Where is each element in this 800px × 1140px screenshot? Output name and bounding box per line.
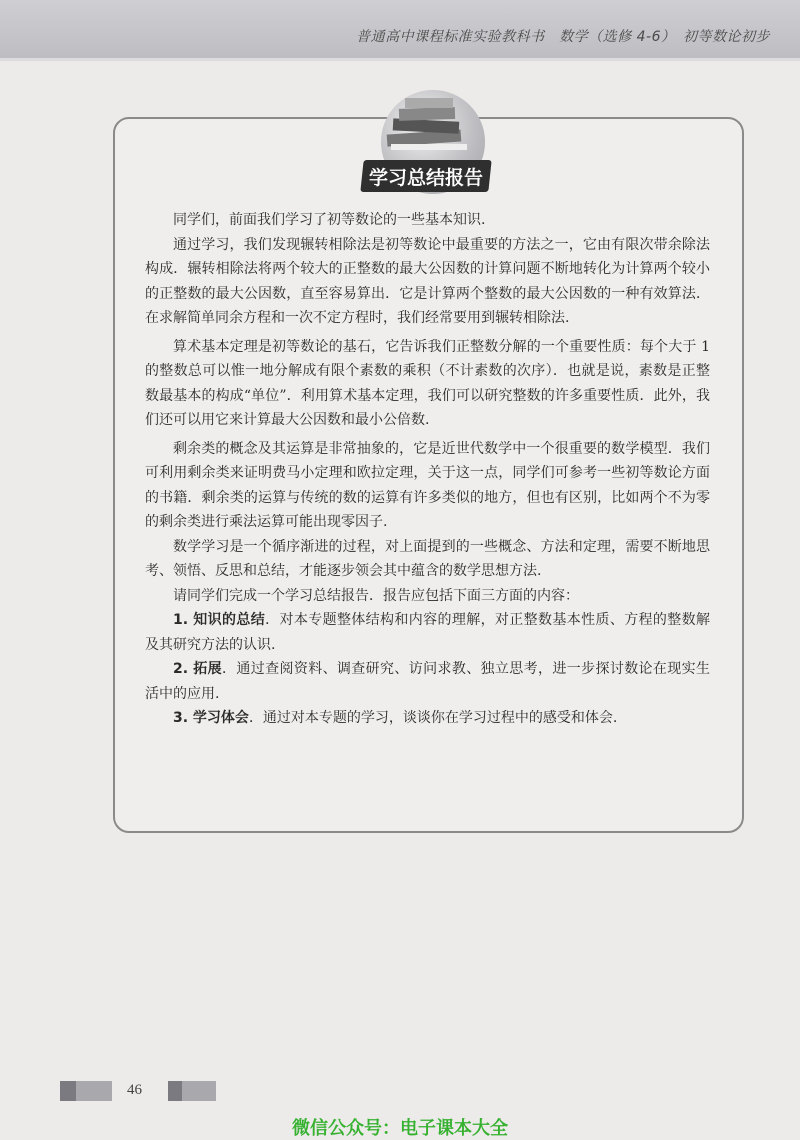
paragraph-euclid: 通过学习，我们发现辗转相除法是初等数论中最重要的方法之一，它由有限次带余除法构成．辗转相除法将两个较大的正整数的最大公因数的计算问题不断地转化为计算两个较小的正整数的最大公因数，直至容易算出．它是计算两个整数的最大公因数的一种有效算法．在求解简单同余方程和一次不定方程时，我们经常要用到辗转相除法. xyxy=(145,236,710,326)
report-content xyxy=(145,208,710,731)
paragraph-fundamental-theorem: 算术基本定理是初等数论的基石，它告诉我们正整数分解的一个重要性质：每个大于 1 的整数总可以惟一地分解成有限个素数的乘积（不计素数的次序）．也就是说，素数是正整数最基本的构成“单位”．利用算术基本定理，我们可以研究整数的许多重要性质．此外，我们还可以用它来计算最大公因数和最小公倍数. xyxy=(145,338,710,428)
paragraph-intro: 同学们，前面我们学习了初等数论的一些基本知识. xyxy=(173,212,486,228)
footer-bar-left-dark xyxy=(60,1081,76,1101)
footer-bar-right-dark xyxy=(168,1081,182,1101)
watermark-text: 微信公众号：电子课本大全 xyxy=(292,1118,508,1139)
running-header: 普通高中课程标准实验教科书 数学（选修 4-6） 初等数论初步 xyxy=(356,29,770,45)
paragraph-learning: 数学学习是一个循序渐进的过程，对上面提到的一些概念、方法和定理，需要不断地思考、领悟、反思和总结，才能逐步领会其中蕴含的数学思想方法. xyxy=(145,538,710,579)
list-item: 2. 拓展．通过查阅资料、调查研究、访问求教、独立思考，进一步探讨数论在现实生活中的应用. xyxy=(145,661,711,702)
header-divider xyxy=(0,58,800,61)
page-number: 46 xyxy=(127,1082,142,1098)
paragraph-instructions: 请同学们完成一个学习总结报告．报告应包括下面三方面的内容： xyxy=(173,587,579,604)
paragraph-residue-classes: 剩余类的概念及其运算是非常抽象的，它是近世代数学中一个很重要的数学模型．我们可利用剩余类来证明费马小定理和欧拉定理，关于这一点，同学们可参考一些初等数论方面的书籍．剩余类的运算与传统的数的运算有许多类似的地方，但也有区别，比如两个不为零的剩余类进行乘法运算可能出现零因子. xyxy=(145,440,710,530)
list-item: 3. 学习体会．通过对本专题的学习，谈谈你在学习过程中的感受和体会. xyxy=(173,710,618,726)
list-item: 1. 知识的总结．对本专题整体结构和内容的理解，对正整数基本性质、方程的整数解及其研究方法的认识. xyxy=(145,612,711,653)
section-title: 学习总结报告 xyxy=(368,167,483,189)
